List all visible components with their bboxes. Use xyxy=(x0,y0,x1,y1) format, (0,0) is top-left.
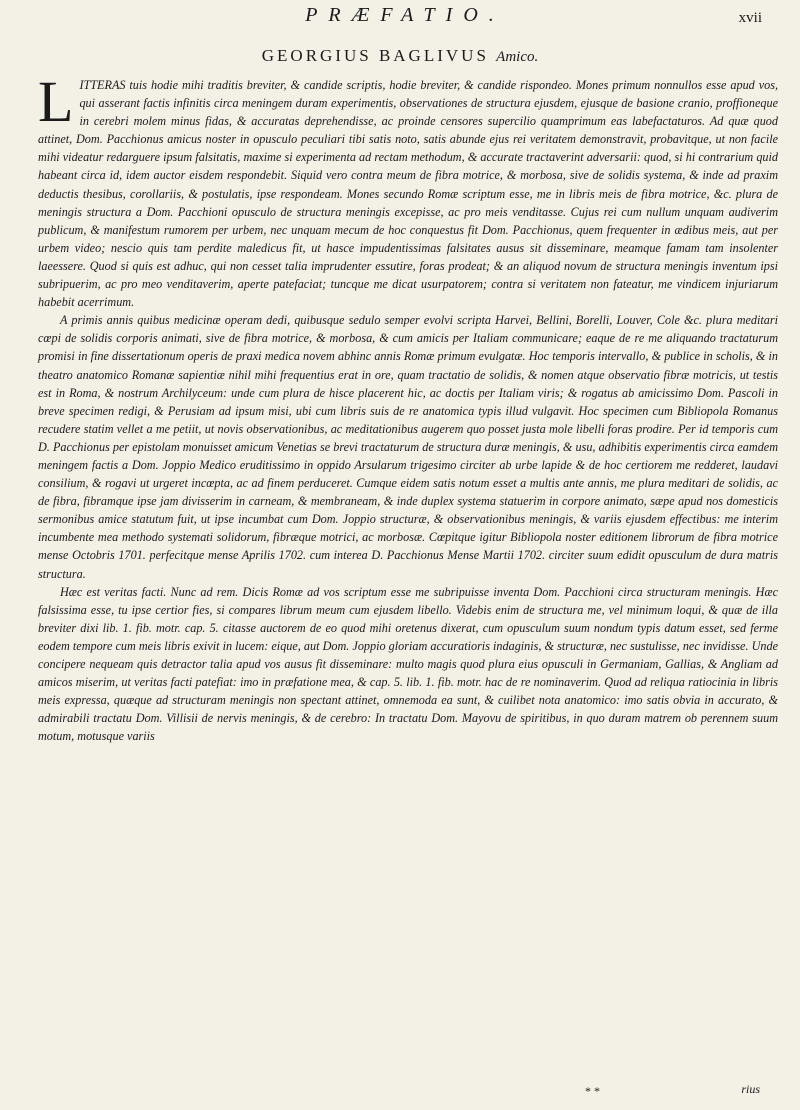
signature-mark: * * xyxy=(585,1084,600,1098)
page-number: xvii xyxy=(738,10,762,26)
running-head xyxy=(0,4,800,34)
salutation xyxy=(0,46,800,66)
running-head-title: PRÆFATIO. xyxy=(305,4,505,26)
paragraph-3: Hæc est veritas facti. Nunc ad rem. Dicis Romæ ad vos scriptum esse me subripuisse inventa Dom. Pacchioni circa structuram meningis. Hæc falsissima esse, tu ipse certior fies, si compares librum meum cum ejusdem libello. Videbis enim de structura me, vel minimum loqui, & quæ de illa breviter dixi lib. 1. fib. motr. cap. 5. citasse auctorem de eo quod mihi oretenus dixerat, cum opusculum suum nondum typis datum esset, sed ferme eodem tempore cum meis libris exivit in lucem: eique, aut Dom. Joppio gloriam accuratioris indaginis, & structuræ, nec sustulisse, nec invidisse. Unde concipere nequeam quis detractor talia apud vos ausus fit disseminare: multo magis quod plura eius opusculi in Germaniam, Gallias, & Angliam ad amicos miserim, ut veritas facti patefiat: imo in præfatione mea, & cap. 5. lib. 1. fib. motr. hac de re nominaverim. Quod ad reliqua ratiocinia in libris meis expressa, quæque ad structuram meningis non spectant attinet, omnemoda ea sunt, & cuilibet nota anatomico: imo satis obvia in accurato, & admirabili tractatu Dom. Villisii de nervis meningis, & de cerebro: In tractatu Dom. Mayovu de spiritibus, in quo duram matrem ob perennem suum motum, motusque variis xyxy=(38,584,778,744)
catchword: rius xyxy=(741,1082,760,1096)
paragraph-2: A primis annis quibus medicinæ operam dedi, quibusque sedulo semper evolvi scripta Harvei, Bellini, Borelli, Louver, Cole &c. plura meditari cœpi de solidis corporis animati, sive de fibra motrice, & morbosa, & cum amicis per Italiam communicare; eaque de re me aliquando tractaturum promisi in fine dissertationum operis de praxi medica novem abhinc annis Romæ primum evulgatæ. Hoc temporis intervallo, & publice in scholis, & in theatro anatomico Romanæ sapientiæ nihil mihi frequentius erat in ore, quam tractatio de solidis, & nomen atque observatio fibræ motricis, ut testis est in Roma, & nostrum Archilyceum: unde cum plura de hisce placerent hic, ac doctis per Italiam viris; & rogatus ab amicissimo Dom. Pascoli in breve specimen redigi, & Perusiam ad ipsum misi, ubi cum libris suis de re anatomica typis illud vulgavit. Hoc specimen cum Bibliopola Romanus recudere statim vellet a me petiit, ut novis observationibus, ac meditationibus augerem quo posset justa mole libelli foras prodire. Per id temporis cum D. Pacchionus per epistolam monuisset amicum Venetias se brevi tractaturum de structura duræ meningis, & usu, adhibitis experimentis circa eamdem meningem factis a Dom. Joppio Medico eruditissimo in oppido Arsularum trigesimo circiter ab urbe lapide & de hoc certiorem me redderet, laudavi consilium, & rogavi ut urgeret incœpta, ac ad finem perduceret. Cumque eidem satis notum esset a multis ante annis, me plura meditari de solidis, ac de fibra, fibramque ipse jam divisserim in carneam, & membraneam, & inde duplex systema statuerim in corpore animato, sæpe apud nos domesticis sermonibus amice statutum fuit, ut ipse incumbat cum Dom. Joppio structuræ, & observationibus meningis, & variis ejusdem effectibus: me interim incumbente mea methodo systemati solidorum, fibræque motrici, ac morbosæ. Cœpitque igitur Bibliopola noster editionem librorum de fibra motrice mense Octobris 1701. perfecitque mense Aprilis 1702. cum interea D. Pacchionus Mense Martii 1702. circiter suum edidit opusculum de dura matris structura. xyxy=(38,313,778,581)
drop-capital: L xyxy=(38,69,74,134)
paragraph-1 xyxy=(38,69,778,311)
letter-body xyxy=(38,69,778,745)
paragraph-1-text: ITTERAS tuis hodie mihi traditis breviter, & candide scriptis, hodie breviter, & candide rispondeo. Mones primum nonnullos esse apud vos, qui asserant factis infinitis circa meningem duram experimentis, observationes de structura ejusdem, ejusque de basione cranio, proffioneque in cerebri molem minus fidas, & accuratas deprehendisse, ac proinde censores supercilio quamprimum eas labefactaturos. Ad quæ quod attinet, Dom. Pacchionus amicus noster in opusculo peculiari tibi satis noto, satis abunde ejus rei veritatem demonstravit, probavitque, ut non facile mihi videatur redarguere ipsum falsitatis, maxime si experimenta ad rectam methodum, & accurate tractaverint adversarii: quod, si hi contrarium quid habeant circa id, idem auctor eisdem respondebit. Siquid vero contra meum de fibra motrice, & morbosa, sive de solidis systema, & inde ad praxim deductis thesibus, corollariis, & postulatis, ipse respondeam. Mones secundo Romæ scriptum esse, me in libris meis de fibra motrice, &c. plura de meningis structura a Dom. Pacchioni opusculo de structura meningis excepisse, ac pro meis venditasse. Cujus rei cum nullum unquam audiverim publicum, & manifestum rumorem per urbem, nec unquam mecum de hoc conquestus fit Dom. Pacchionus, quem frequenter in ædibus meis, aut per urbem video; nescio quis tam perdite maledicus fit, ut hasce impudentissimas falsitates ausus sit disseminare, meamque famam tam insolenter laeessere. Quod si quis est adhuc, qui non cesset talia imprudenter essutire, foras prodeat; & an aliquod novum de structura meningis inventum ipsi subripuerim, ac pro meo venditaverim, aperte patefaciat; tuncque me dicat usurpatorem; contra si veritatem non fateatur, me vindicem injuriarum habebit acerrimum. xyxy=(38,78,778,310)
addressee: Amico. xyxy=(496,49,539,65)
author-name: GEORGIUS BAGLIVUS xyxy=(261,46,489,65)
